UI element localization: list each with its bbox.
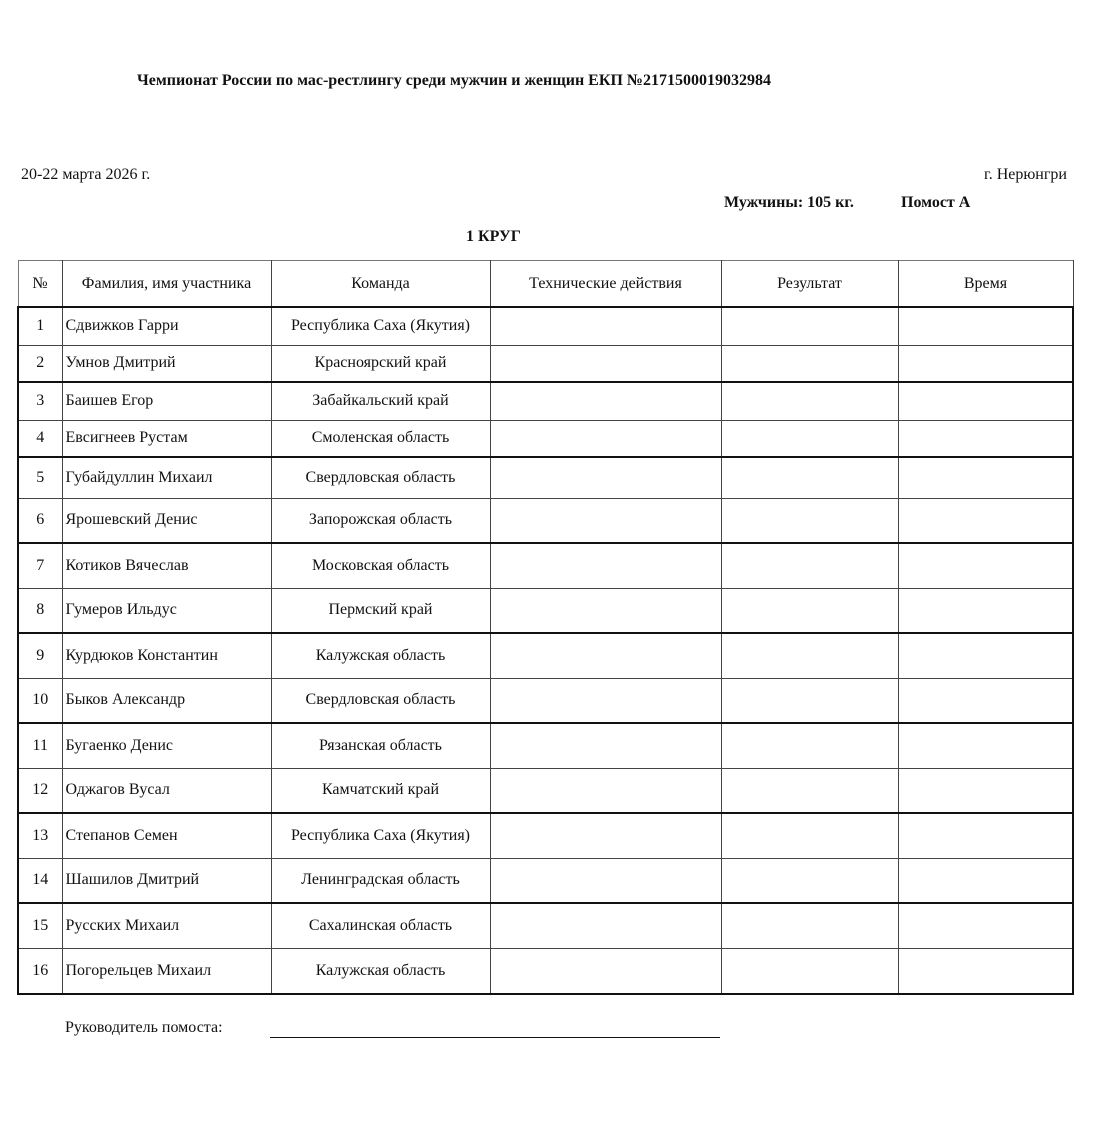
platform-label: Помост А — [901, 194, 971, 211]
time-cell[interactable] — [898, 382, 1073, 420]
participant-number: 13 — [18, 813, 62, 858]
document-title: Чемпионат России по мас-рестлингу среди мужчин и женщин ЕКП №2171500019032984 — [137, 72, 771, 89]
table-row — [18, 588, 1073, 633]
table-row — [18, 457, 1073, 498]
time-cell[interactable] — [898, 345, 1073, 382]
result-cell[interactable] — [721, 382, 898, 420]
participant-number: 5 — [18, 457, 62, 498]
result-cell[interactable] — [721, 678, 898, 723]
column-header-team: Команда — [271, 261, 490, 308]
participant-number: 16 — [18, 948, 62, 994]
table-row — [18, 382, 1073, 420]
participant-team: Запорожская область — [271, 498, 490, 543]
result-cell[interactable] — [721, 457, 898, 498]
column-header-time: Время — [898, 261, 1073, 308]
table-row — [18, 678, 1073, 723]
table-row — [18, 723, 1073, 768]
table-row — [18, 307, 1073, 345]
table-body — [18, 307, 1073, 994]
participant-team: Рязанская область — [271, 723, 490, 768]
technical-actions-cell[interactable] — [490, 858, 721, 903]
time-cell[interactable] — [898, 420, 1073, 457]
signature-label: Руководитель помоста: — [65, 1019, 223, 1036]
participant-name: Евсигнеев Рустам — [62, 420, 271, 457]
result-cell[interactable] — [721, 498, 898, 543]
table-row — [18, 345, 1073, 382]
technical-actions-cell[interactable] — [490, 678, 721, 723]
participant-team: Камчатский край — [271, 768, 490, 813]
participant-name: Оджагов Вусал — [62, 768, 271, 813]
result-cell[interactable] — [721, 813, 898, 858]
participant-number: 1 — [18, 307, 62, 345]
participant-team: Сахалинская область — [271, 903, 490, 948]
time-cell[interactable] — [898, 723, 1073, 768]
participant-name: Сдвижков Гарри — [62, 307, 271, 345]
time-cell[interactable] — [898, 457, 1073, 498]
result-cell[interactable] — [721, 768, 898, 813]
participant-number: 3 — [18, 382, 62, 420]
participant-name: Погорельцев Михаил — [62, 948, 271, 994]
technical-actions-cell[interactable] — [490, 813, 721, 858]
table-row — [18, 948, 1073, 994]
participant-number: 6 — [18, 498, 62, 543]
participant-name: Шашилов Дмитрий — [62, 858, 271, 903]
participants-table — [17, 260, 1074, 995]
participant-team: Смоленская область — [271, 420, 490, 457]
participant-team: Республика Саха (Якутия) — [271, 307, 490, 345]
participant-team: Республика Саха (Якутия) — [271, 813, 490, 858]
technical-actions-cell[interactable] — [490, 903, 721, 948]
participant-number: 9 — [18, 633, 62, 678]
weight-category: Мужчины: 105 кг. — [724, 194, 854, 211]
participant-number: 11 — [18, 723, 62, 768]
result-cell[interactable] — [721, 858, 898, 903]
participant-name: Гумеров Ильдус — [62, 588, 271, 633]
technical-actions-cell[interactable] — [490, 420, 721, 457]
participant-team: Пермский край — [271, 588, 490, 633]
time-cell[interactable] — [898, 858, 1073, 903]
table-row — [18, 543, 1073, 588]
technical-actions-cell[interactable] — [490, 498, 721, 543]
participant-number: 14 — [18, 858, 62, 903]
participant-name: Курдюков Константин — [62, 633, 271, 678]
participant-name: Быков Александр — [62, 678, 271, 723]
participant-team: Забайкальский край — [271, 382, 490, 420]
event-city: г. Нерюнгри — [983, 166, 1067, 183]
event-date: 20-22 марта 2026 г. — [21, 166, 151, 183]
result-cell[interactable] — [721, 543, 898, 588]
table-header-row — [18, 261, 1073, 308]
time-cell[interactable] — [898, 948, 1073, 994]
time-cell[interactable] — [898, 633, 1073, 678]
technical-actions-cell[interactable] — [490, 457, 721, 498]
participant-team: Ленинградская область — [271, 858, 490, 903]
participant-team: Калужская область — [271, 948, 490, 994]
technical-actions-cell[interactable] — [490, 768, 721, 813]
participant-name: Степанов Семен — [62, 813, 271, 858]
participant-name: Баишев Егор — [62, 382, 271, 420]
table-row — [18, 813, 1073, 858]
result-cell[interactable] — [721, 633, 898, 678]
participant-number: 7 — [18, 543, 62, 588]
table-row — [18, 633, 1073, 678]
table-row — [18, 858, 1073, 903]
result-cell[interactable] — [721, 420, 898, 457]
participant-name: Котиков Вячеслав — [62, 543, 271, 588]
column-header-name: Фамилия, имя участника — [62, 261, 271, 308]
table-row — [18, 498, 1073, 543]
time-cell[interactable] — [898, 307, 1073, 345]
participant-number: 8 — [18, 588, 62, 633]
participant-team: Свердловская область — [271, 457, 490, 498]
participant-team: Свердловская область — [271, 678, 490, 723]
technical-actions-cell[interactable] — [490, 543, 721, 588]
participant-number: 15 — [18, 903, 62, 948]
technical-actions-cell[interactable] — [490, 382, 721, 420]
table-row — [18, 903, 1073, 948]
technical-actions-cell[interactable] — [490, 307, 721, 345]
technical-actions-cell[interactable] — [490, 948, 721, 994]
participant-name: Губайдуллин Михаил — [62, 457, 271, 498]
result-cell[interactable] — [721, 588, 898, 633]
signature-line[interactable] — [270, 1037, 720, 1038]
result-cell[interactable] — [721, 948, 898, 994]
result-cell[interactable] — [721, 903, 898, 948]
table-row — [18, 420, 1073, 457]
participant-name: Бугаенко Денис — [62, 723, 271, 768]
participant-number: 2 — [18, 345, 62, 382]
column-header-number: № — [18, 261, 62, 308]
result-cell[interactable] — [721, 723, 898, 768]
participant-name: Умнов Дмитрий — [62, 345, 271, 382]
time-cell[interactable] — [898, 768, 1073, 813]
participant-name: Русских Михаил — [62, 903, 271, 948]
result-cell[interactable] — [721, 345, 898, 382]
technical-actions-cell[interactable] — [490, 345, 721, 382]
technical-actions-cell[interactable] — [490, 588, 721, 633]
participant-number: 4 — [18, 420, 62, 457]
result-cell[interactable] — [721, 307, 898, 345]
participant-number: 12 — [18, 768, 62, 813]
participant-team: Калужская область — [271, 633, 490, 678]
participant-name: Ярошевский Денис — [62, 498, 271, 543]
participant-team: Красноярский край — [271, 345, 490, 382]
round-label: 1 КРУГ — [466, 228, 521, 245]
table-row — [18, 768, 1073, 813]
technical-actions-cell[interactable] — [490, 723, 721, 768]
time-cell[interactable] — [898, 903, 1073, 948]
participant-team: Московская область — [271, 543, 490, 588]
time-cell[interactable] — [898, 588, 1073, 633]
column-header-actions: Технические действия — [490, 261, 721, 308]
technical-actions-cell[interactable] — [490, 633, 721, 678]
time-cell[interactable] — [898, 498, 1073, 543]
participant-number: 10 — [18, 678, 62, 723]
time-cell[interactable] — [898, 678, 1073, 723]
time-cell[interactable] — [898, 543, 1073, 588]
time-cell[interactable] — [898, 813, 1073, 858]
column-header-result: Результат — [721, 261, 898, 308]
